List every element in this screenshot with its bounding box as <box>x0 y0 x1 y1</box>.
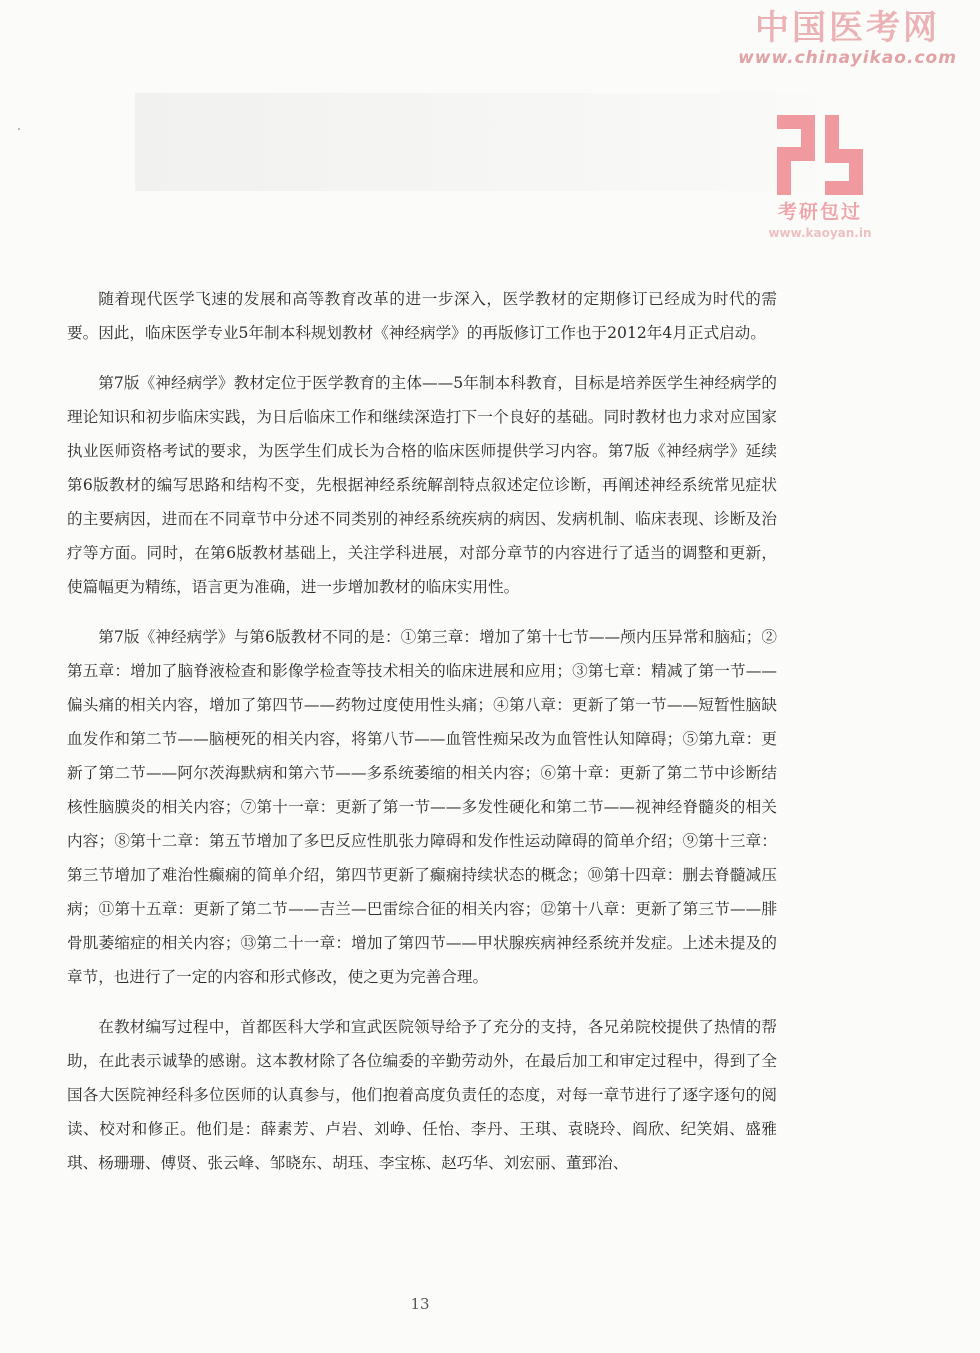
kaoyan-logo <box>760 115 880 240</box>
kaoyan-mark-icon <box>777 115 863 195</box>
site-watermark <box>725 8 970 68</box>
paragraph-intro: 随着现代医学飞速的发展和高等教育改革的进一步深入，医学教材的定期修订已经成为时代的需要。因此，临床医学专业5年制本科规划教材《神经病学》的再版修订工作也于2012年4月正式启动。 <box>67 290 777 342</box>
header-band <box>135 93 815 191</box>
paragraph-positioning: 第7版《神经病学》教材定位于医学教育的主体——5年制本科教育，目标是培养医学生神经病学的理论知识和初步临床实践，为日后临床工作和继续深造打下一个良好的基础。同时教材也力求对应国家执业医师资格考试的要求，为医学生们成长为合格的临床医师提供学习内容。第7版《神经病学》延续第6版教材的编写思路和结构不变，先根据神经系统解剖特点叙述定位诊断，再阐述神经系统常见症状的主要病因，进而在不同章节中分述不同类别的神经系统疾病的病因、发病机制、临床表现、诊断及治疗等方面。同时，在第6版教材基础上，关注学科进展，对部分章节的内容进行了适当的调整和更新，使篇幅更为精练，语言更为准确，进一步增加教材的临床实用性。 <box>67 374 778 596</box>
body-text <box>67 282 777 1196</box>
scan-speck <box>18 128 20 130</box>
kaoyan-url: www.kaoyan.in <box>768 226 872 240</box>
page-number: 13 <box>410 1295 430 1313</box>
watermark-site-url: www.chinayikao.com <box>738 48 957 68</box>
watermark-site-name: 中国医考网 <box>755 8 940 48</box>
paragraph-acknowledgements: 在教材编写过程中，首都医科大学和宣武医院领导给予了充分的支持，各兄弟院校提供了热情的帮助，在此表示诚挚的感谢。这本教材除了各位编委的辛勤劳动外，在最后加工和审定过程中，得到了全国各大医院神经科多位医师的认真参与，他们抱着高度负责任的态度，对每一章节进行了逐字逐句的阅读、校对和修正。他们是：薛素芳、卢岩、刘峥、任怡、李丹、王琪、袁晓玲、阎欣、纪笑娟、盛雅琪、杨珊珊、傅贤、张云峰、邹晓东、胡珏、李宝栋、赵巧华、刘宏丽、董郅治、 <box>67 1018 777 1172</box>
paragraph-changes: 第7版《神经病学》与第6版教材不同的是：①第三章：增加了第十七节——颅内压异常和脑疝；②第五章：增加了脑脊液检查和影像学检查等技术相关的临床进展和应用；③第七章：精减了第一节——偏头痛的相关内容，增加了第四节——药物过度使用性头痛；④第八章：更新了第一节——短暂性脑缺血发作和第二节——脑梗死的相关内容，将第八节——血管性痴呆改为血管性认知障碍；⑤第九章：更新了第二节——阿尔茨海默病和第六节——多系统萎缩的相关内容；⑥第十章：更新了第二节中诊断结核性脑膜炎的相关内容；⑦第十一章：更新了第一节——多发性硬化和第二节——视神经脊髓炎的相关内容；⑧第十二章：第五节增加了多巴反应性肌张力障碍和发作性运动障碍的简单介绍；⑨第十三章：第三节增加了难治性癫痫的简单介绍，第四节更新了癫痫持续状态的概念；⑩第十四章：删去脊髓减压病；⑪第十五章：更新了第二节——吉兰—巴雷综合征的相关内容；⑫第十八章：更新了第三节——腓骨肌萎缩症的相关内容；⑬第二十一章：增加了第四节——甲状腺疾病神经系统并发症。上述未提及的章节，也进行了一定的内容和形式修改，使之更为完善合理。 <box>67 628 777 986</box>
kaoyan-name: 考研包过 <box>777 201 862 223</box>
